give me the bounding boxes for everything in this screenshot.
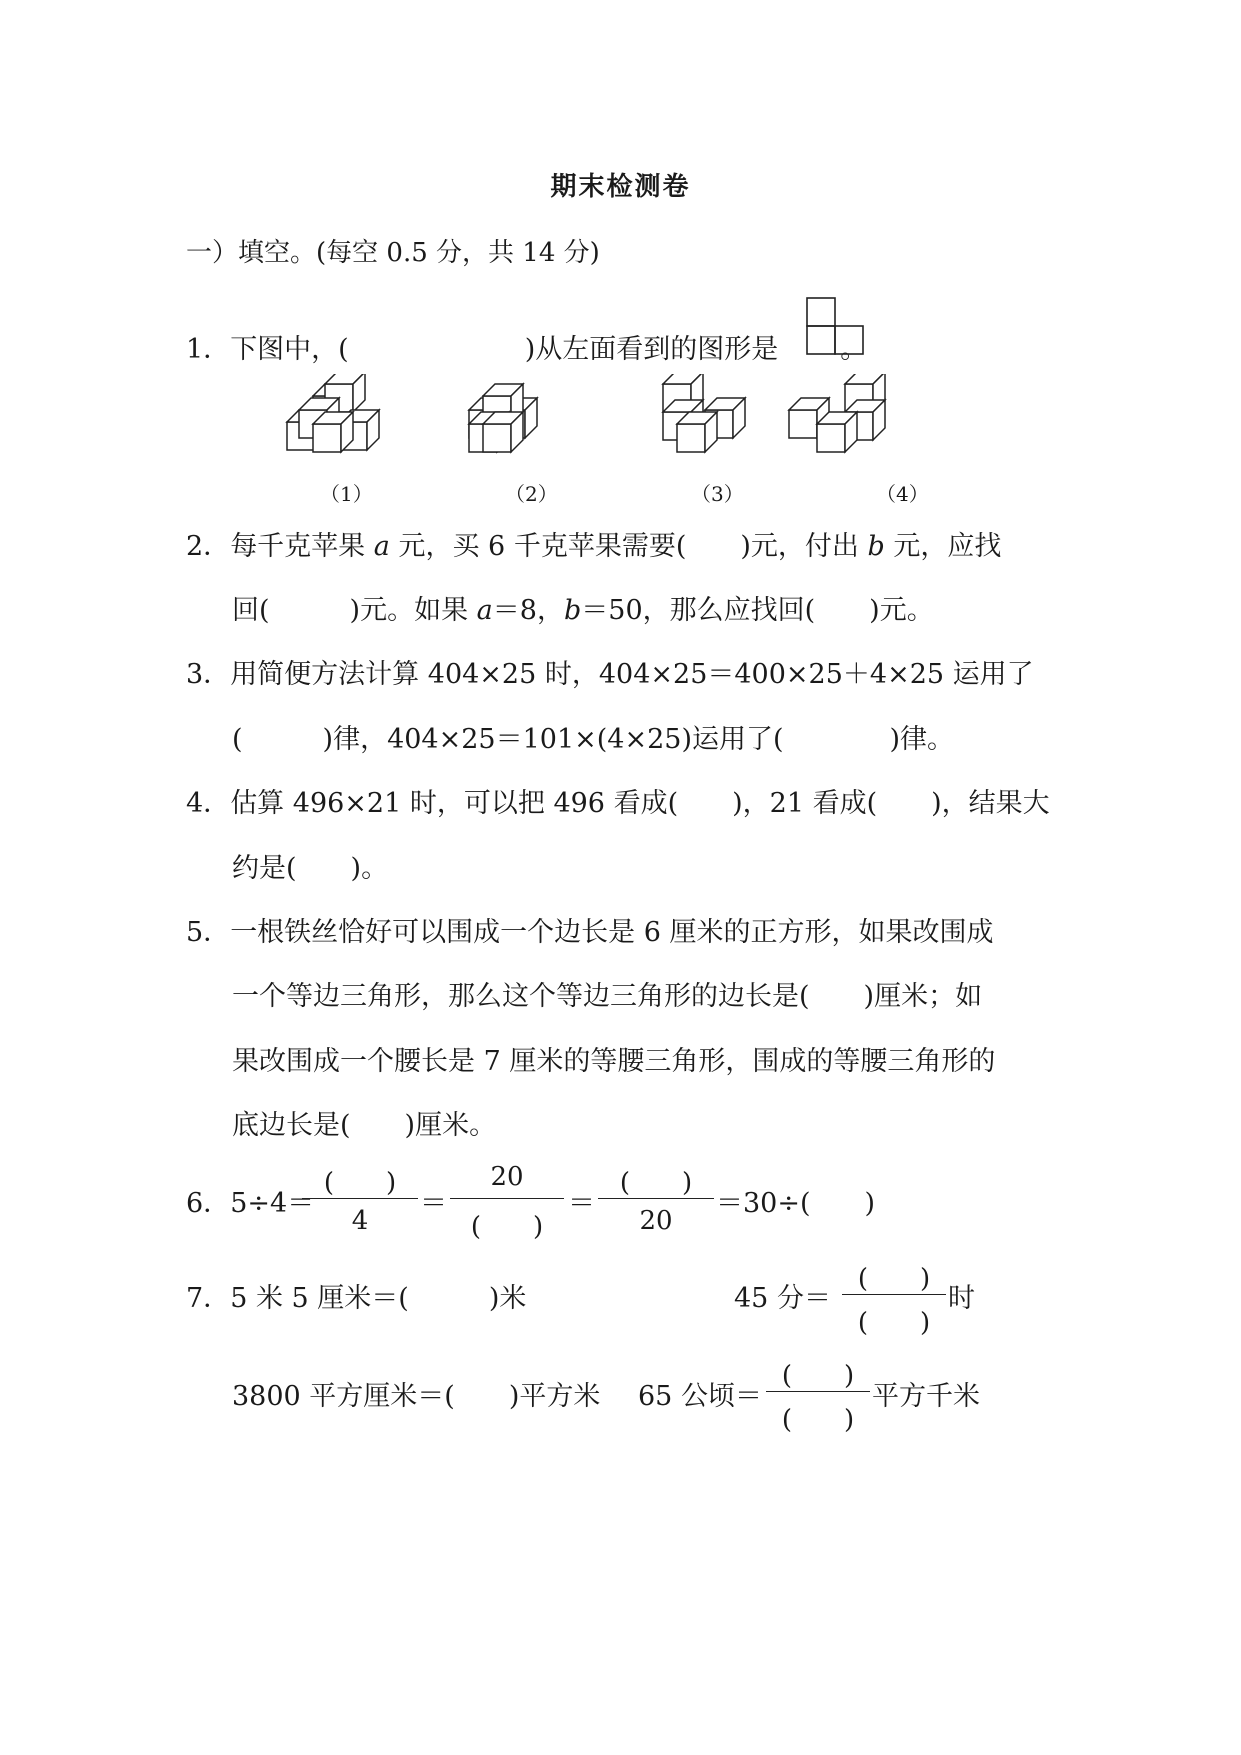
square	[835, 326, 863, 354]
fraction-denominator: 4	[351, 1206, 369, 1236]
q5-text: 果改围成一个腰长是 7 厘米的等腰三角形，围成的等腰三角形的	[232, 1046, 996, 1077]
q1-text-a: 下图中，(	[230, 334, 349, 365]
q2-text: 每千克苹果	[230, 531, 374, 562]
section-header: 一）填空。(每空 0.5 分，共 14 分)	[186, 238, 600, 268]
cube-figure-4	[789, 374, 885, 452]
question-1	[186, 327, 867, 366]
page-title: 期末检测卷	[550, 172, 691, 202]
q4-text: 约是(	[232, 853, 297, 884]
question-3-line-1	[186, 652, 1034, 691]
fraction-2	[450, 1162, 564, 1252]
fraction-numerator[interactable]: ( )	[323, 1168, 397, 1198]
q5-text: 底边长是(	[232, 1110, 351, 1141]
fraction-numerator[interactable]: ( )	[781, 1361, 855, 1391]
left-view-figure	[805, 296, 869, 358]
q6-text: 5÷4＝	[230, 1188, 315, 1219]
question-2-line-2	[232, 588, 934, 627]
fraction-numerator: 20	[490, 1162, 524, 1192]
q2-text: )元。	[869, 595, 934, 626]
q6-text: ＝30÷(	[716, 1188, 811, 1219]
fraction-numerator[interactable]: ( )	[619, 1168, 693, 1198]
question-number: 5．	[186, 917, 231, 948]
q2-text: )元。如果	[349, 595, 477, 626]
question-number: 6．	[186, 1188, 231, 1219]
fraction-bar	[842, 1294, 946, 1295]
variable-b: b	[867, 531, 885, 562]
q4-text: )。	[350, 853, 389, 884]
q2-text: ＝8，	[492, 595, 564, 626]
q2-text: 回(	[232, 595, 270, 626]
q7-unit-km2: 平方千米	[872, 1381, 980, 1412]
equals-sign: ＝	[420, 1188, 447, 1219]
cube-figures	[285, 374, 985, 474]
fraction-bar	[766, 1391, 870, 1392]
q3-text: 用简便方法计算 404×25 时，404×25＝400×25＋4×25 运用了	[230, 659, 1034, 690]
fraction-denominator[interactable]: ( )	[781, 1405, 855, 1435]
fraction-bar	[450, 1198, 564, 1199]
question-5-line-1	[186, 910, 994, 949]
q7-text: )平方米	[508, 1381, 601, 1412]
q5-text: 一个等边三角形，那么这个等边三角形的边长是(	[232, 981, 810, 1012]
figure-label-4: （4）	[876, 482, 929, 506]
question-number: 4．	[186, 788, 231, 819]
fraction-hours	[842, 1258, 946, 1344]
variable-a: a	[373, 531, 390, 562]
question-number: 2．	[186, 531, 231, 562]
q5-text: 一根铁丝恰好可以围成一个边长是 6 厘米的正方形，如果改围成	[230, 917, 994, 948]
fraction-1	[302, 1162, 418, 1252]
question-number: 3．	[186, 659, 231, 690]
variable-b: b	[563, 595, 582, 626]
q7-text: )米	[488, 1283, 527, 1314]
q3-text: (	[232, 724, 243, 755]
q7-part-d-text: 65 公顷＝	[638, 1381, 762, 1412]
q7-unit-hour: 时	[948, 1283, 975, 1314]
square	[807, 298, 835, 326]
question-6-end	[716, 1181, 875, 1220]
question-5-line-2	[232, 974, 982, 1013]
q1-text-c: 。	[840, 334, 868, 365]
q1-text-b: )从左面看到的图形是	[524, 334, 779, 365]
q2-text: )元，付出	[740, 531, 868, 562]
question-3-line-2	[232, 717, 954, 756]
q7-part-b-text: 45 分＝	[734, 1283, 831, 1314]
question-7-part-a	[186, 1276, 526, 1315]
fraction-denominator[interactable]: ( )	[857, 1308, 931, 1338]
q3-text: )律，404×25＝101×(4×25)运用了(	[322, 724, 784, 755]
fraction-denominator: 20	[639, 1206, 673, 1236]
q3-text: )律。	[889, 724, 955, 755]
fraction-3	[598, 1162, 714, 1252]
question-5-line-4	[232, 1103, 496, 1142]
q4-text: )，21 看成(	[732, 788, 878, 819]
q4-text: 估算 496×21 时，可以把 496 看成(	[230, 788, 679, 819]
q5-text: )厘米。	[404, 1110, 497, 1141]
variable-a: a	[476, 595, 493, 626]
q7-text: 3800 平方厘米＝(	[232, 1381, 455, 1412]
fraction-numerator[interactable]: ( )	[857, 1264, 931, 1294]
fraction-bar	[302, 1198, 418, 1199]
figure-label-3: （3）	[691, 482, 744, 506]
question-6-start	[186, 1181, 314, 1220]
question-7-part-c	[232, 1374, 600, 1413]
q7-text: 5 米 5 厘米＝(	[230, 1283, 409, 1314]
question-number: 1．	[186, 334, 231, 365]
cube-figure-1	[287, 374, 379, 452]
question-2-line-1	[186, 524, 1001, 563]
q4-text: )，结果大	[931, 788, 1050, 819]
fraction-bar	[598, 1198, 714, 1199]
q2-text: 元，应找	[884, 531, 1002, 562]
cube-figure-2	[469, 384, 537, 452]
cube-figure-3	[663, 374, 745, 452]
q2-text: ＝50，那么应找回(	[581, 595, 816, 626]
equals-sign: ＝	[568, 1188, 595, 1219]
fraction-denominator[interactable]: ( )	[470, 1212, 544, 1242]
q2-text: 元，买 6 千克苹果需要(	[389, 531, 687, 562]
fraction-km2	[766, 1355, 870, 1441]
question-5-line-3	[232, 1039, 995, 1078]
q5-text: )厘米；如	[863, 981, 983, 1012]
q6-text: )	[864, 1188, 876, 1219]
figure-label-1: （1）	[320, 482, 373, 506]
question-4-line-1	[186, 781, 1050, 820]
square	[807, 326, 835, 354]
question-number: 7．	[186, 1283, 231, 1314]
question-4-line-2	[232, 846, 388, 885]
figure-label-2: （2）	[505, 482, 558, 506]
